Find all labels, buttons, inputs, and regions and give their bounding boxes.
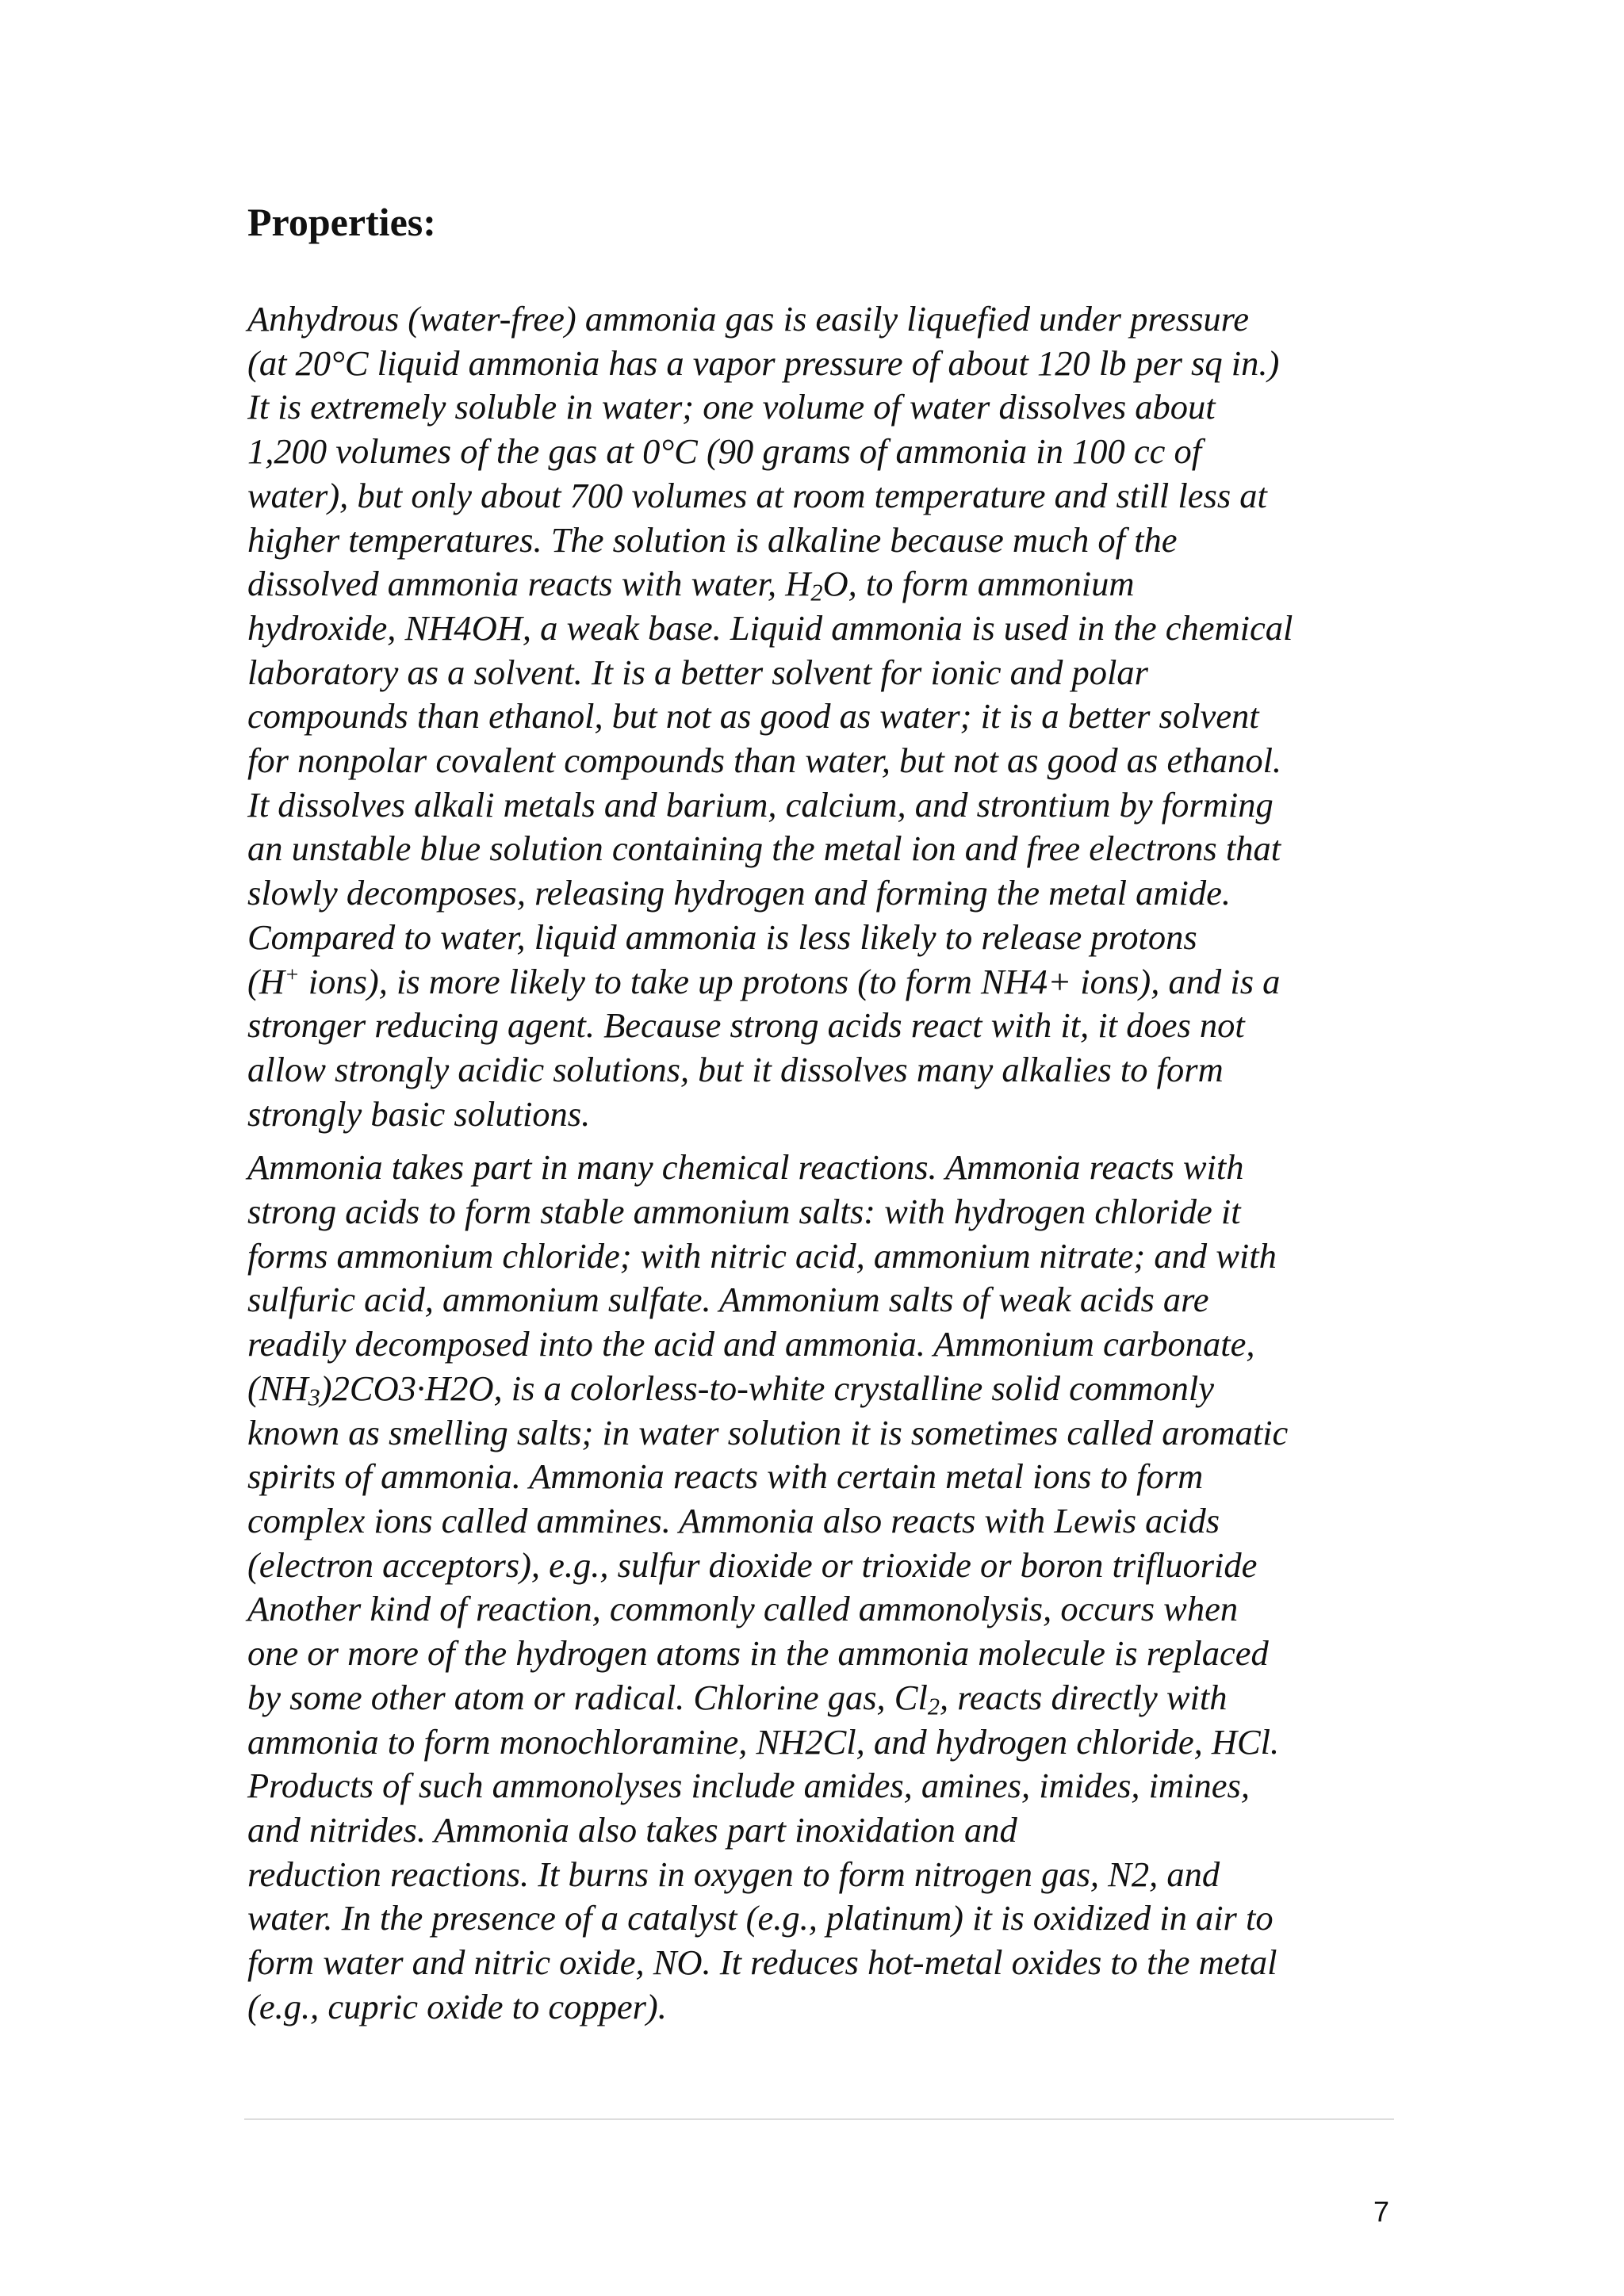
text-line: laboratory as a solvent. It is a better solvent for ionic and polar [247, 652, 1148, 692]
text-line [247, 960, 1389, 1004]
text-line: readily decomposed into the acid and ammonia. Ammonium carbonate, [247, 1324, 1255, 1364]
paragraph-reactions [247, 1146, 1389, 2029]
text-line: sulfuric acid, ammonium sulfate. Ammonium salts of weak acids are [247, 1280, 1209, 1320]
text-line: strongly basic solutions. [247, 1093, 591, 1134]
body-text [247, 297, 1389, 2029]
text-line: (at 20°C liquid ammonia has a vapor pressure of about 120 lb per sq in.) [247, 342, 1280, 383]
text-line: stronger reducing agent. Because strong acids react with it, it does not [247, 1005, 1245, 1046]
text-line: reduction reactions. It burns in oxygen to form nitrogen gas, N2, and [247, 1854, 1220, 1894]
text-line: Anhydrous (water-free) ammonia gas is easily liquefied under pressure [247, 299, 1250, 339]
text-line: It dissolves alkali metals and barium, calcium, and strontium by forming [247, 784, 1274, 825]
text-line: compounds than ethanol, but not as good as water; it is a better solvent [247, 696, 1259, 737]
text-fragment: O, to form ammonium [822, 564, 1135, 604]
text-line: hydroxide, NH4OH, a weak base. Liquid ammonia is used in the chemical [247, 607, 1293, 648]
text-fragment: (H [247, 961, 285, 1001]
text-fragment: )2CO3·H2O, is a colorless-to-white crystalline solid commonly [320, 1368, 1214, 1408]
text-fragment: (NH [247, 1368, 308, 1408]
text-line: higher temperatures. The solution is alkaline because much of the [247, 519, 1178, 560]
text-line: and nitrides. Ammonia also takes part inoxidation and [247, 1809, 1017, 1850]
text-line: Ammonia takes part in many chemical reactions. Ammonia reacts with [247, 1147, 1244, 1188]
text-line [247, 1676, 1389, 1720]
subscript: 3 [308, 1383, 320, 1411]
text-line: It is extremely soluble in water; one volume of water dissolves about [247, 387, 1216, 427]
page-number: 7 [1373, 2195, 1390, 2228]
text-fragment: by some other atom or radical. Chlorine gas, Cl [247, 1677, 928, 1717]
text-line: (e.g., cupric oxide to copper). [247, 1986, 667, 2026]
text-line: Compared to water, liquid ammonia is less likely to release protons [247, 916, 1197, 957]
text-fragment: , reacts directly with [939, 1677, 1228, 1717]
superscript: + [284, 961, 300, 986]
text-line: for nonpolar covalent compounds than water, but not as good as ethanol. [247, 740, 1282, 781]
paragraph-properties [247, 297, 1389, 1136]
text-line: water. In the presence of a catalyst (e.g., platinum) it is oxidized in air to [247, 1898, 1274, 1938]
text-line: Products of such ammonolyses include amides, amines, imides, imines, [247, 1766, 1250, 1806]
text-line: (electron acceptors), e.g., sulfur dioxide or trioxide or boron trifluoride [247, 1544, 1258, 1585]
subscript: 2 [810, 579, 823, 607]
text-line: strong acids to form stable ammonium salts: with hydrogen chloride it [247, 1192, 1241, 1232]
text-line: 1,200 volumes of the gas at 0°C (90 grams of ammonia in 100 cc of [247, 431, 1202, 472]
text-fragment: dissolved ammonia reacts with water, H [247, 564, 811, 604]
text-line: forms ammonium chloride; with nitric acid, ammonium nitrate; and with [247, 1235, 1277, 1276]
text-line [247, 562, 1389, 607]
text-line: complex ions called ammines. Ammonia also reacts with Lewis acids [247, 1500, 1220, 1540]
text-line: Another kind of reaction, commonly called ammonolysis, occurs when [247, 1589, 1239, 1629]
text-fragment: ions), is more likely to take up protons (to form NH4+ ions), and is a [299, 961, 1281, 1001]
section-heading: Properties: [247, 200, 436, 244]
footer-divider [244, 2118, 1394, 2120]
text-line: slowly decomposes, releasing hydrogen and forming the metal amide. [247, 873, 1231, 913]
text-line: an unstable blue solution containing the metal ion and free electrons that [247, 828, 1281, 869]
text-line: one or more of the hydrogen atoms in the ammonia molecule is replaced [247, 1633, 1269, 1674]
text-line: water), but only about 700 volumes at room temperature and still less at [247, 475, 1267, 515]
text-line: ammonia to form monochloramine, NH2Cl, and hydrogen chloride, HCl. [247, 1721, 1280, 1762]
text-line: spirits of ammonia. Ammonia reacts with certain metal ions to form [247, 1456, 1204, 1497]
text-line: known as smelling salts; in water solution it is sometimes called aromatic [247, 1412, 1289, 1452]
subscript: 2 [927, 1693, 940, 1720]
text-line: form water and nitric oxide, NO. It reduces hot-metal oxides to the metal [247, 1942, 1277, 1983]
text-line: allow strongly acidic solutions, but it dissolves many alkalies to form [247, 1049, 1224, 1089]
text-line [247, 1367, 1389, 1411]
